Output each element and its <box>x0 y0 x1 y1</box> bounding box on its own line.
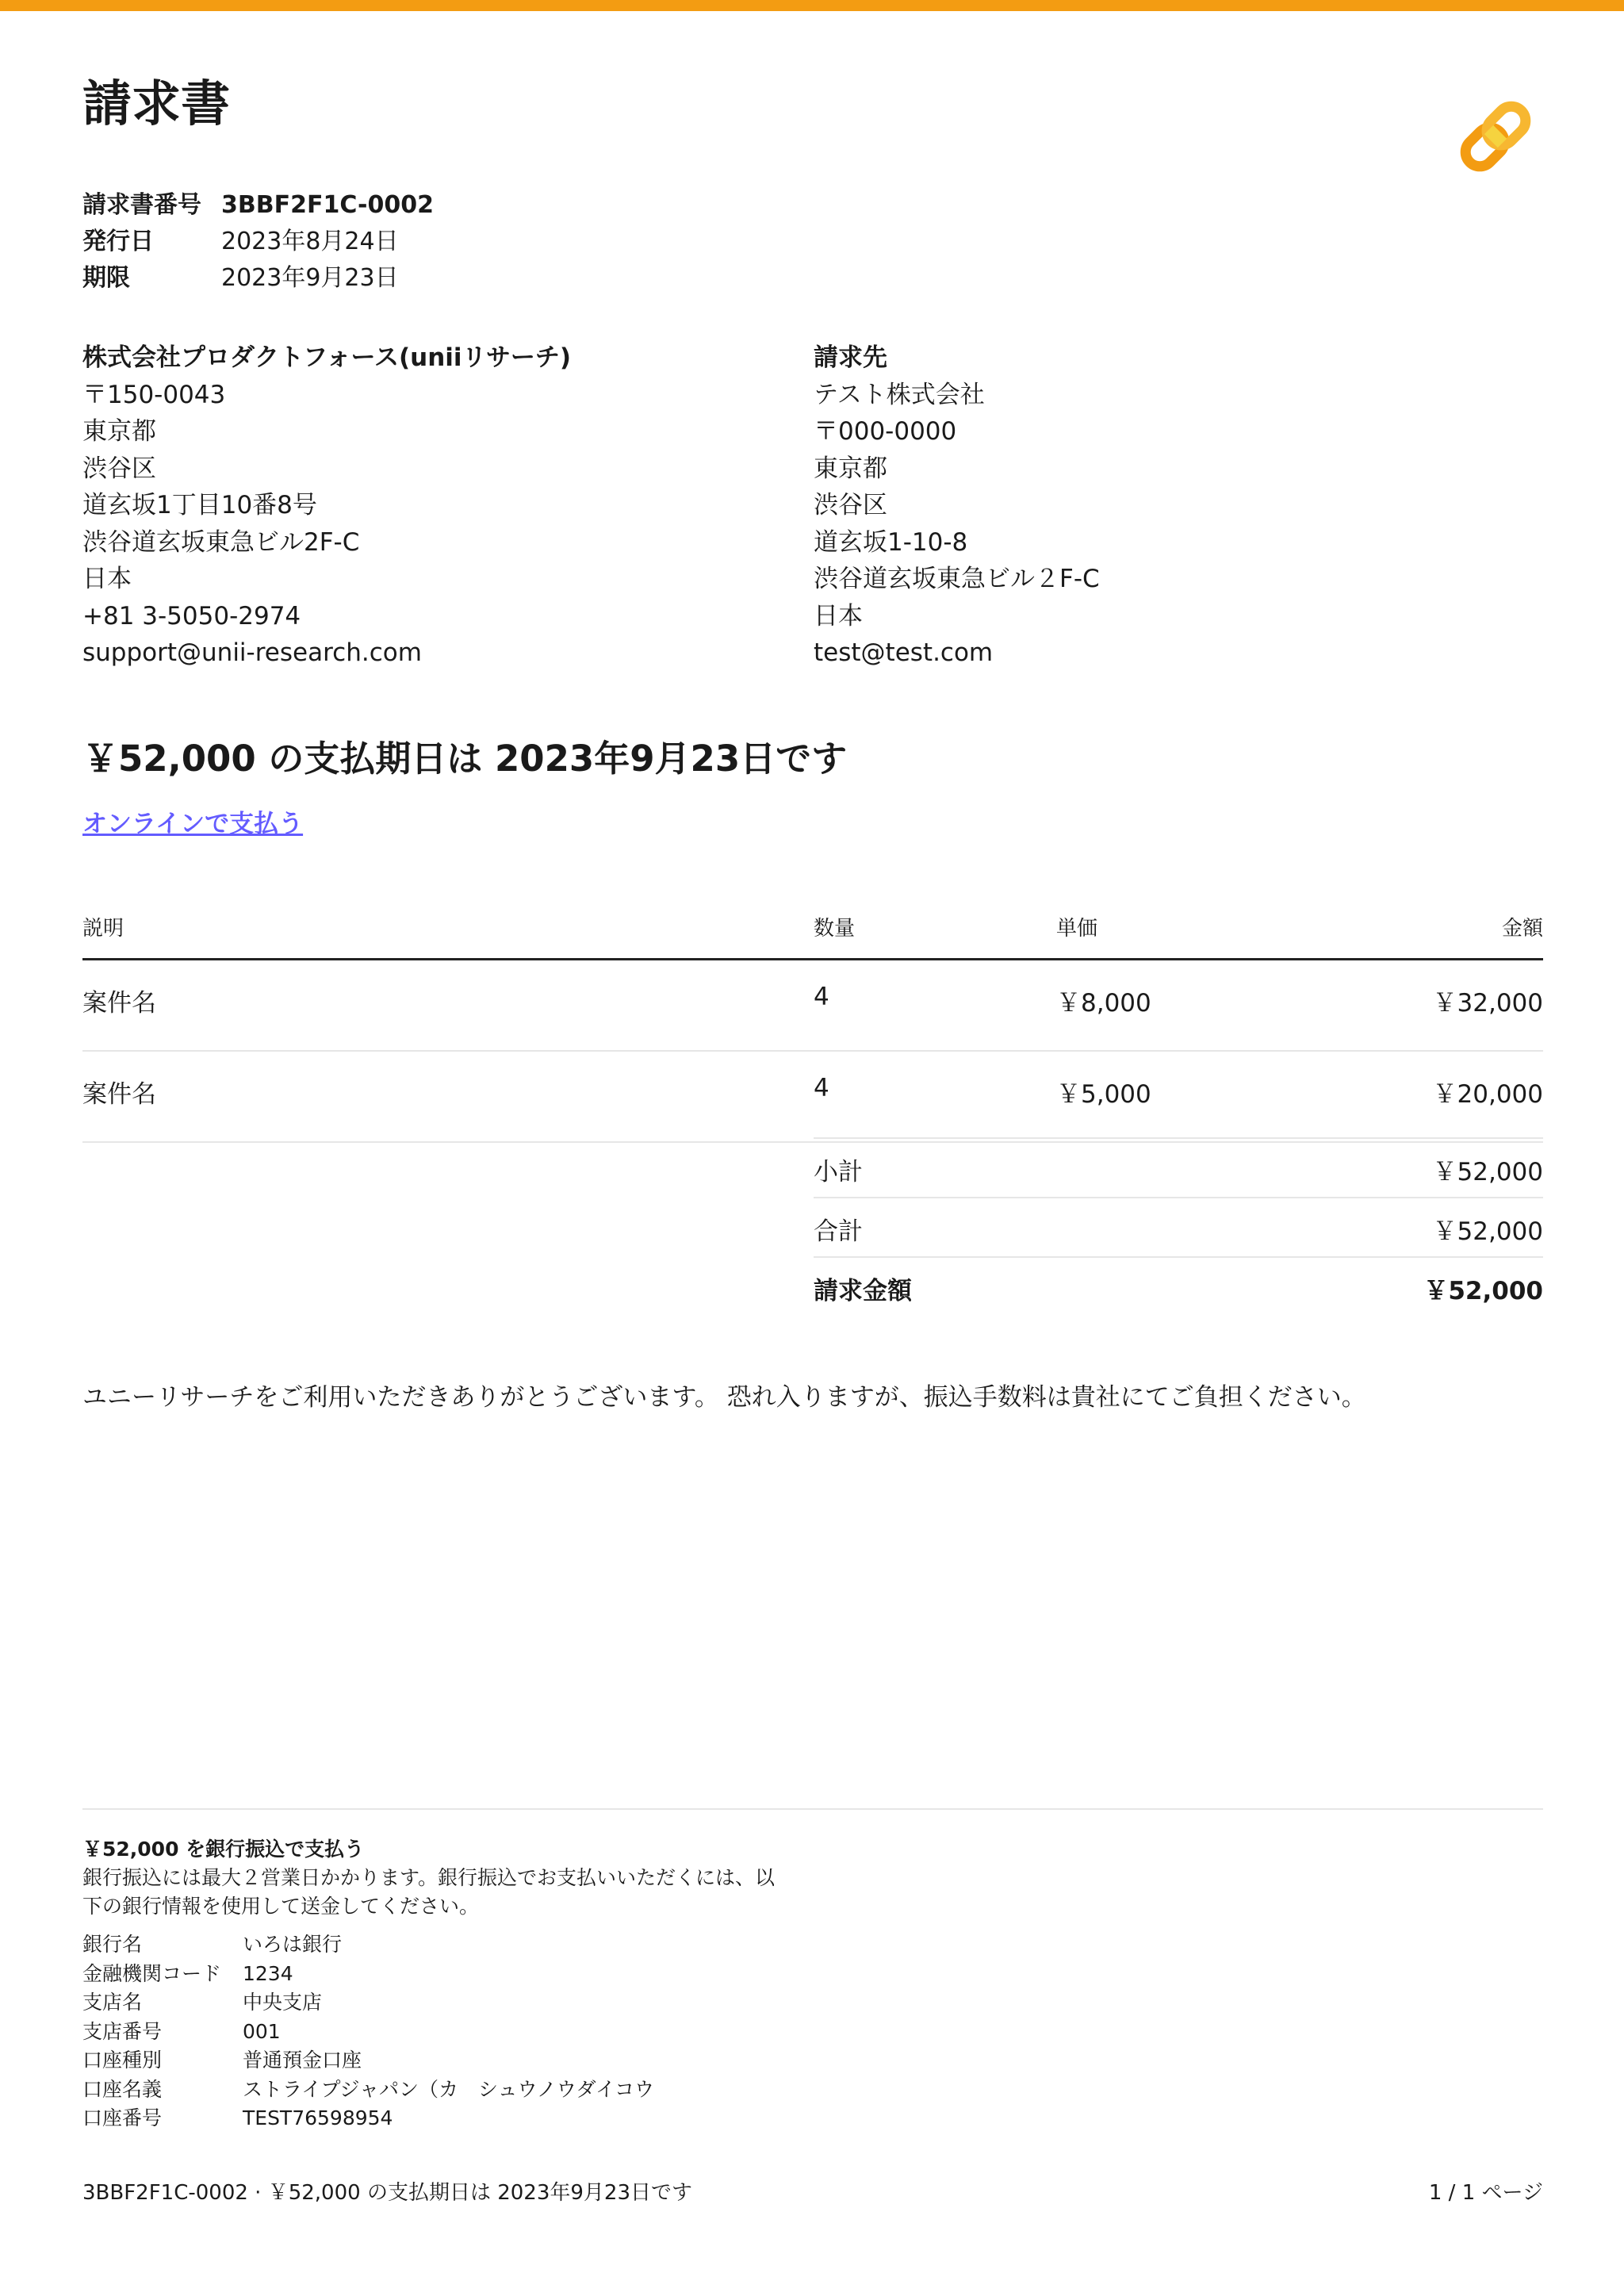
page-footer <box>82 2176 1543 2206</box>
totals-block <box>814 1137 1543 1316</box>
table-header <box>82 904 1543 960</box>
meta-invoice-number: 請求書番号 3BBF2F1C-0002 <box>82 191 434 219</box>
footer-summary: 3BBF2F1C-0002 · ￥52,000 の支払期日は 2023年9月23日です <box>82 2181 693 2205</box>
billto-country: 日本 <box>814 601 863 631</box>
invoice-meta <box>82 187 434 297</box>
bank-info-row: 金融機関コード 1234 <box>82 1961 293 1985</box>
row-description: 案件名 <box>82 989 156 1018</box>
bank-info-row: 銀行名 いろは銀行 <box>82 1933 343 1956</box>
row-quantity: 4 <box>814 1074 829 1102</box>
billto-address <box>814 339 1527 672</box>
table-row <box>82 960 1543 1052</box>
bank-info-row: 口座種別 普通預金口座 <box>82 2049 362 2072</box>
row-description: 案件名 <box>82 1080 156 1109</box>
seller-building: 渋谷道玄坂東急ビル2F-C <box>82 527 360 557</box>
header-unit-price: 単価 <box>1056 917 1098 941</box>
row-unit-price: ￥8,000 <box>1056 989 1151 1018</box>
meta-due-date: 期限 2023年9月23日 <box>82 264 399 292</box>
table-row <box>82 1052 1543 1143</box>
page-number: 1 / 1 ページ <box>1428 2181 1543 2205</box>
bank-transfer-description: 銀行振込には最大２営業日かかります。銀行振込でお支払いいただくには、以 <box>82 1866 776 1889</box>
row-amount: ￥20,000 <box>1432 1080 1543 1109</box>
billto-building: 渋谷道玄坂東急ビル２F-C <box>814 565 1100 593</box>
subtotal-row: 小計 ￥52,000 <box>814 1137 1543 1197</box>
line-items-table <box>82 904 1543 1143</box>
seller-prefecture: 東京都 <box>82 417 156 446</box>
billto-postal: 〒000-0000 <box>814 417 957 446</box>
seller-postal: 〒150-0043 <box>82 380 226 409</box>
header-amount: 金額 <box>1501 917 1543 941</box>
seller-street: 道玄坂1丁目10番8号 <box>82 491 317 519</box>
seller-ward: 渋谷区 <box>82 454 156 483</box>
total-row: 合計 ￥52,000 <box>814 1197 1543 1256</box>
billto-heading: 請求先 <box>814 343 887 372</box>
invoice-title: 請求書 <box>82 75 231 132</box>
billto-ward: 渋谷区 <box>814 491 887 519</box>
invoice-page <box>82 0 1543 2296</box>
billto-email: test@test.com <box>814 638 994 667</box>
bank-info-table <box>82 1930 844 2133</box>
chain-link-icon <box>1448 89 1543 184</box>
pay-online-link[interactable]: オンラインで支払う <box>82 810 304 838</box>
seller-address <box>82 339 780 672</box>
amount-due-row: 請求金額 ￥52,000 <box>814 1256 1543 1316</box>
bank-info-row: 支店名 中央支店 <box>82 1991 323 2014</box>
billto-prefecture: 東京都 <box>814 454 887 483</box>
header-quantity: 数量 <box>814 917 856 941</box>
thank-you-note: ユニーリサーチをご利用いただきありがとうございます。 恐れ入りますが、振込手数料は貴社にてご負担ください。 <box>82 1383 1366 1412</box>
bank-info-row: 口座名義 ストライプジャパン（カ シュウノウダイコウ <box>82 2077 655 2101</box>
seller-country: 日本 <box>82 565 132 593</box>
meta-issue-date: 発行日 2023年8月24日 <box>82 228 399 255</box>
footer-divider <box>82 1808 1543 1810</box>
seller-phone: +81 3-5050-2974 <box>82 601 301 631</box>
bank-info-row: 口座番号 TEST76598954 <box>82 2106 393 2129</box>
bank-info-row: 支店番号 001 <box>82 2019 281 2043</box>
row-amount: ￥32,000 <box>1432 989 1543 1018</box>
header-description: 説明 <box>82 917 124 941</box>
seller-name: 株式会社プロダクトフォース(uniiリサーチ) <box>82 343 572 372</box>
bank-transfer-title: ￥52,000 を銀行振込で支払う <box>82 1838 365 1861</box>
billto-street: 道玄坂1-10-8 <box>814 527 968 557</box>
bank-transfer-section <box>82 1835 844 2133</box>
bank-transfer-description: 下の銀行情報を使用して送金してください。 <box>82 1895 480 1918</box>
seller-email: support@unii-research.com <box>82 638 422 667</box>
row-unit-price: ￥5,000 <box>1056 1080 1151 1109</box>
due-heading: ￥52,000 の支払期日は 2023年9月23日です <box>82 738 848 780</box>
row-quantity: 4 <box>814 983 829 1011</box>
billto-company: テスト株式会社 <box>814 380 985 409</box>
